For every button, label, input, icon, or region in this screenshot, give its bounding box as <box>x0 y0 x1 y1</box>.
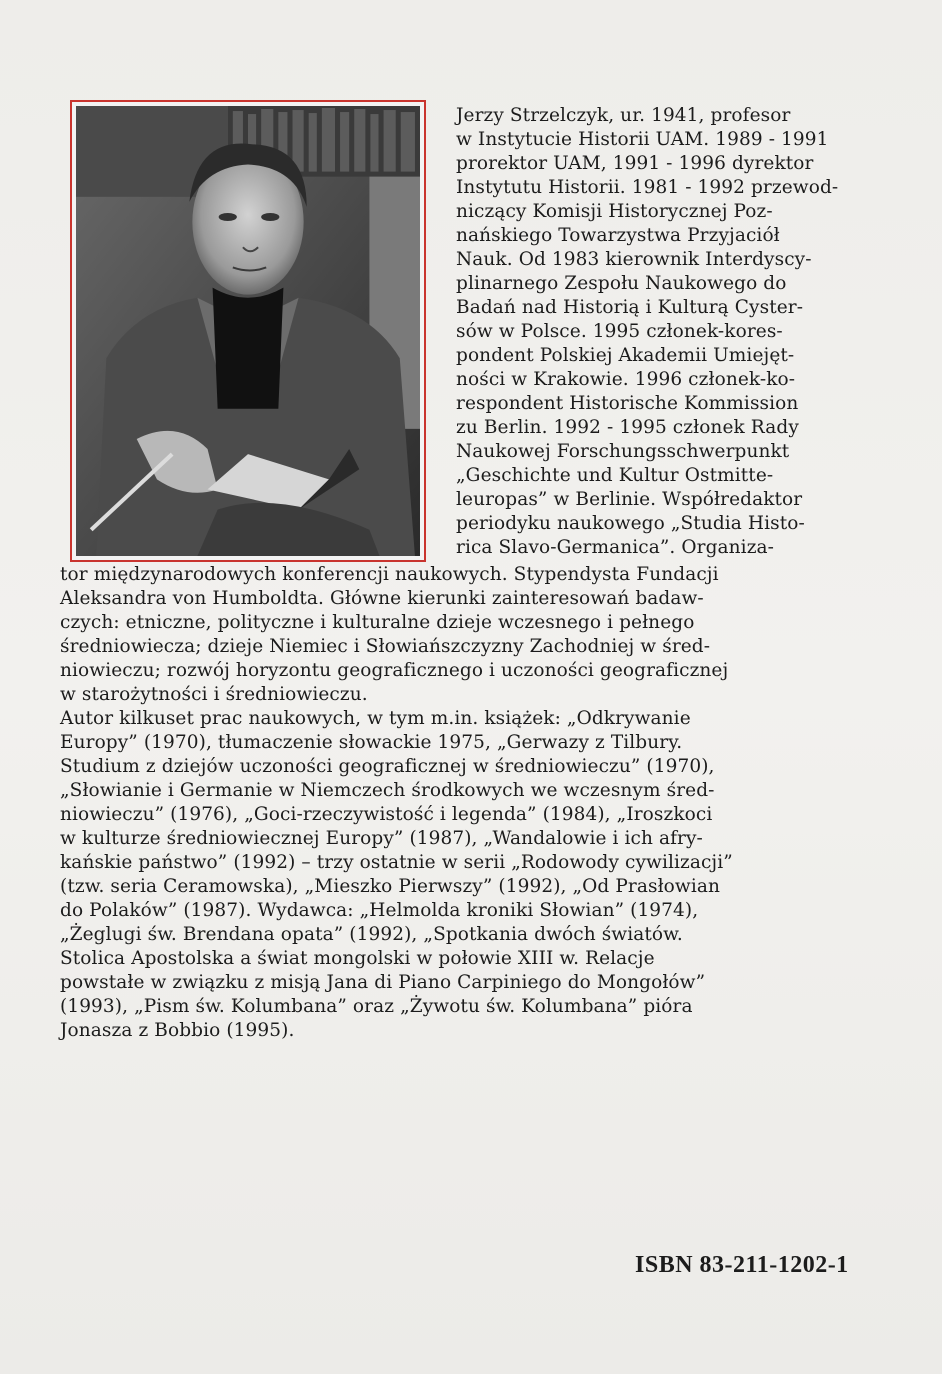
bio-line: „Słowianie i Germanie w Niemczech środkowych we wczesnym śred- <box>60 780 715 801</box>
bio-line: niczący Komisji Historycznej Poz- <box>456 201 773 222</box>
bio-line: Jerzy Strzelczyk, ur. 1941, profesor <box>456 105 791 126</box>
isbn-number: ISBN 83-211-1202-1 <box>635 1252 849 1278</box>
bio-line: „Geschichte und Kultur Ostmitte- <box>456 465 774 486</box>
bio-line: Naukowej Forschungsschwerpunkt <box>456 441 790 462</box>
bio-line: Badań nad Historią i Kulturą Cyster- <box>456 297 804 318</box>
bio-line: „Żeglugi św. Brendana opata” (1992), „Spotkania dwóch światów. <box>60 924 683 945</box>
author-portrait-image <box>76 106 420 556</box>
bio-line: (tzw. seria Ceramowska), „Mieszko Pierwszy” (1992), „Od Prasłowian <box>60 876 720 897</box>
bio-line: plinarnego Zespołu Naukowego do <box>456 273 787 294</box>
bio-line: Studium z dziejów uczoności geograficznej w średniowieczu” (1970), <box>60 756 715 777</box>
bio-line: w starożytności i średniowieczu. <box>60 684 368 705</box>
bio-line: czych: etniczne, polityczne i kulturalne dzieje wczesnego i pełnego <box>60 612 695 633</box>
bio-line: powstałe w związku z misją Jana di Piano Carpiniego do Mongołów” <box>60 972 706 993</box>
bio-line: niowieczu” (1976), „Goci-rzeczywistość i legenda” (1984), „Iroszkoci <box>60 804 713 825</box>
bio-line: Jonasza z Bobbio (1995). <box>60 1020 295 1041</box>
bio-line: respondent Historische Kommission <box>456 393 799 414</box>
bio-line: średniowiecza; dzieje Niemiec i Słowiańszczyzny Zachodniej w śred- <box>60 636 711 657</box>
author-photo <box>70 100 426 562</box>
bio-line: Stolica Apostolska a świat mongolski w połowie XIII w. Relacje <box>60 948 655 969</box>
bio-line: niowieczu; rozwój horyzontu geograficznego i uczoności geograficznej <box>60 660 729 681</box>
bio-line: w Instytucie Historii UAM. 1989 - 1991 <box>456 129 829 150</box>
bio-line: do Polaków” (1987). Wydawca: „Helmolda kroniki Słowian” (1974), <box>60 900 699 921</box>
bio-line: pondent Polskiej Akademii Umiejęt- <box>456 345 795 366</box>
bio-line: w kulturze średniowiecznej Europy” (1987), „Wandalowie i ich afry- <box>60 828 703 849</box>
bio-line: (1993), „Pism św. Kolumbana” oraz „Żywotu św. Kolumbana” pióra <box>60 996 693 1017</box>
bio-line: rica Slavo-Germanica”. Organiza- <box>456 537 775 558</box>
bio-line: prorektor UAM, 1991 - 1996 dyrektor <box>456 153 814 174</box>
bio-line: nańskiego Towarzystwa Przyjaciół <box>456 225 780 246</box>
bio-line: Aleksandra von Humboldta. Główne kierunki zainteresowań badaw- <box>60 588 704 609</box>
bio-line: Autor kilkuset prac naukowych, w tym m.in. książek: „Odkrywanie <box>60 708 691 729</box>
bio-line: Instytutu Historii. 1981 - 1992 przewod- <box>456 177 839 198</box>
bio-line: Europy” (1970), tłumaczenie słowackie 1975, „Gerwazy z Tilbury. <box>60 732 683 753</box>
bio-line: zu Berlin. 1992 - 1995 członek Rady <box>456 417 799 438</box>
bio-line: Nauk. Od 1983 kierownik Interdyscy- <box>456 249 812 270</box>
bio-line: ności w Krakowie. 1996 członek-ko- <box>456 369 796 390</box>
bio-line: kańskie państwo” (1992) – trzy ostatnie w serii „Rodowody cywilizacji” <box>60 852 733 873</box>
bio-line: leuropas” w Berlinie. Współredaktor <box>456 489 803 510</box>
bio-line: sów w Polsce. 1995 członek-kores- <box>456 321 783 342</box>
bio-line: periodyku naukowego „Studia Histo- <box>456 513 805 534</box>
bio-line: tor międzynarodowych konferencji naukowych. Stypendysta Fundacji <box>60 564 719 585</box>
